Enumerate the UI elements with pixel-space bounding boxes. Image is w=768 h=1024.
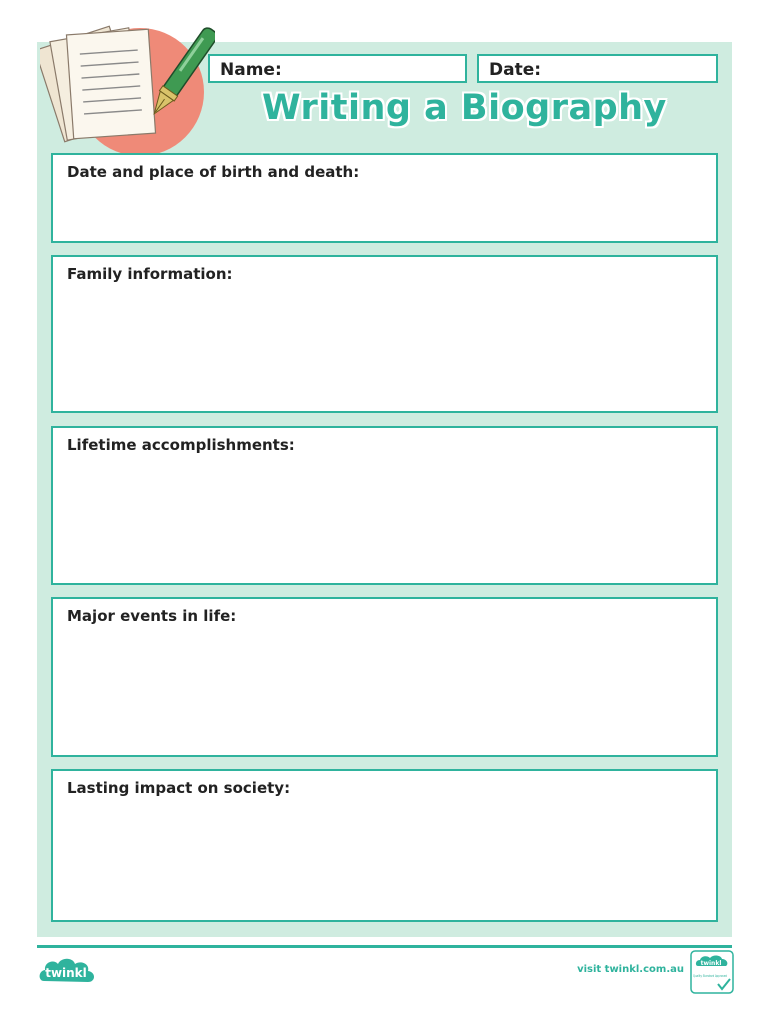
section-family-information[interactable] bbox=[51, 255, 718, 413]
date-field[interactable] bbox=[477, 54, 718, 83]
name-field[interactable] bbox=[208, 54, 467, 83]
badge-title: twinkl bbox=[700, 960, 722, 967]
name-label: Name: bbox=[220, 60, 282, 80]
badge-text: Quality Standard Approved bbox=[693, 974, 727, 978]
page-title: Writing a Biography bbox=[262, 88, 667, 128]
section-lasting-impact[interactable] bbox=[51, 769, 718, 922]
date-label: Date: bbox=[489, 60, 542, 80]
section-major-events[interactable] bbox=[51, 597, 718, 757]
section-lifetime-accomplishments[interactable] bbox=[51, 426, 718, 585]
section-birth-death[interactable] bbox=[51, 153, 718, 243]
logo-text: twinkl bbox=[45, 966, 87, 980]
section-label: Family information: bbox=[67, 265, 233, 283]
section-label: Lasting impact on society: bbox=[67, 779, 291, 797]
footer-divider bbox=[37, 945, 732, 948]
section-label: Lifetime accomplishments: bbox=[67, 436, 295, 454]
twinkl-logo bbox=[36, 951, 98, 993]
papers-and-pen-illustration bbox=[40, 22, 215, 157]
quality-standard-badge bbox=[690, 950, 734, 994]
visit-link[interactable]: visit twinkl.com.au bbox=[577, 964, 684, 975]
section-label: Date and place of birth and death: bbox=[67, 163, 360, 181]
section-label: Major events in life: bbox=[67, 607, 237, 625]
